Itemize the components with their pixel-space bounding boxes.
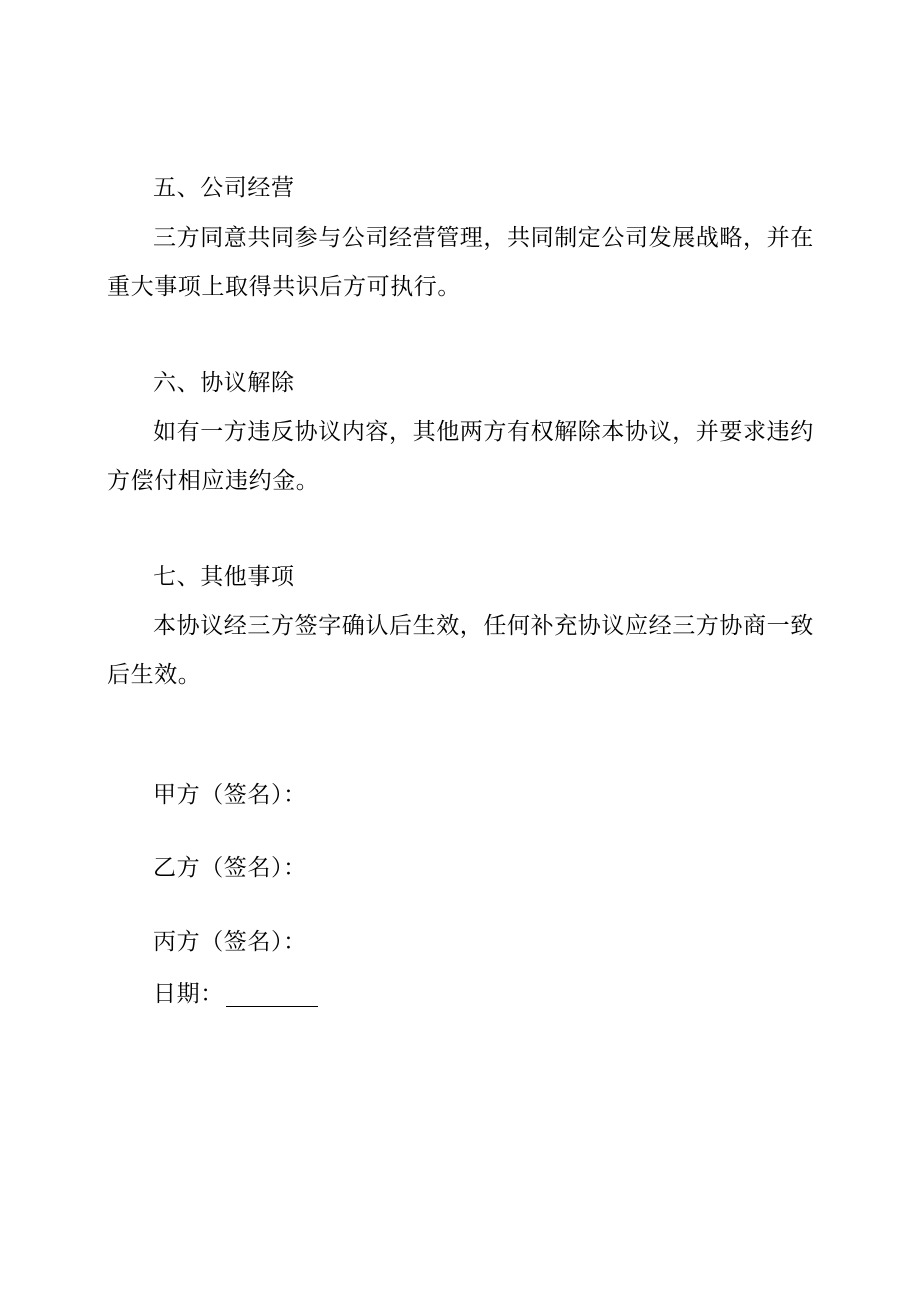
section-7-paragraph-line-2: 后生效。 xyxy=(107,662,202,688)
party-a-signature-label: 甲方（签名）： xyxy=(153,782,307,808)
section-6-paragraph-line-2: 方偿付相应违约金。 xyxy=(107,468,320,494)
section-6-paragraph-line-1: 如有一方违反协议内容，其他两方有权解除本协议，并要求违约 xyxy=(153,419,814,445)
party-b-signature-label: 乙方（签名）： xyxy=(153,855,307,881)
section-5-heading: 五、公司经营 xyxy=(153,175,295,201)
section-5-paragraph-line-2: 重大事项上取得共识后方可执行。 xyxy=(107,274,461,300)
section-5-paragraph-line-1: 三方同意共同参与公司经营管理，共同制定公司发展战略，并在 xyxy=(153,225,814,251)
date-blank-line xyxy=(226,982,318,1007)
section-7-heading: 七、其他事项 xyxy=(153,564,295,590)
section-6-heading: 六、协议解除 xyxy=(153,370,295,396)
party-c-signature-label: 丙方（签名）： xyxy=(153,929,307,955)
section-7-paragraph-line-1: 本协议经三方签字确认后生效，任何补充协议应经三方协商一致 xyxy=(153,613,814,639)
date-row xyxy=(153,978,863,1010)
date-label: 日期： xyxy=(153,981,224,1007)
